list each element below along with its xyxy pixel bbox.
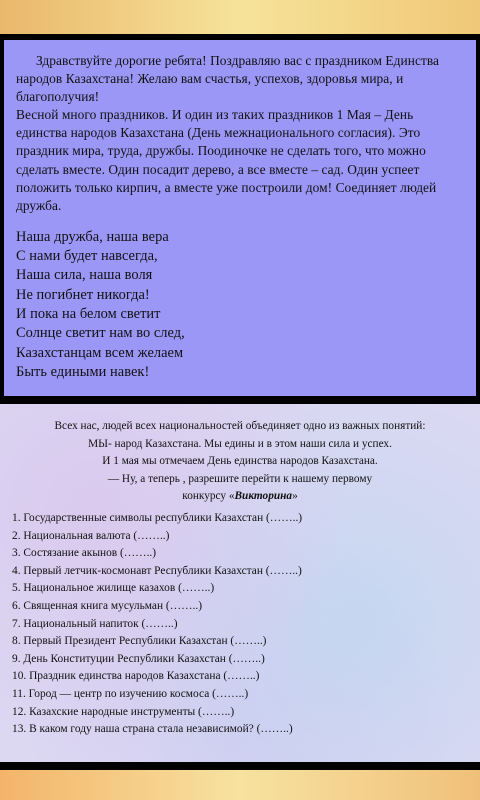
- quiz-question: 13. В каком году наша страна стала независимой? (……..): [12, 723, 293, 736]
- quiz-question: 6. Священная книга мусульман (……..): [12, 599, 202, 612]
- quiz-question: 2. Национальная валюта (……..): [12, 529, 170, 542]
- quiz-intro-line: — Ну, а теперь , разрешите перейти к нашему первому: [107, 472, 373, 485]
- quiz-intro-line: И 1 мая мы отмечаем День единства народов Казахстана.: [102, 455, 378, 468]
- poem-line: Наша дружба, наша вера: [16, 228, 169, 245]
- quiz-panel: [0, 404, 480, 762]
- quiz-question: 7. Национальный напиток (……..): [12, 617, 178, 630]
- poem-line: Не погибнет никогда!: [16, 286, 150, 303]
- quiz-question: 5. Национальное жилище казахов (……..): [12, 582, 215, 595]
- greeting-panel: [4, 40, 476, 396]
- top-decorative-band: [0, 0, 480, 34]
- quiz-question: 10. Праздник единства народов Казахстана (……..): [12, 670, 260, 683]
- quiz-question: 8. Первый Президент Республики Казахстан (……..): [12, 635, 267, 648]
- quiz-question: 4. Первый летчик-космонавт Республики Казахстан (……..): [12, 564, 302, 577]
- poem-line: Казахстанцам всем желаем: [16, 344, 184, 361]
- quiz-question: 9. День Конституции Республики Казахстан (……..): [12, 652, 265, 665]
- greeting-paragraph: Здравствуйте дорогие ребята! Поздравляю вас с праздником Единства народов Казахстана! Желаю вам счастья, успехов, здоровья мира, и благополучия!: [16, 53, 440, 105]
- quiz-intro-line: Всех нас, людей всех национальностей объединяет одно из важных понятий:: [54, 420, 426, 432]
- quiz-title-line: [12, 488, 468, 506]
- poem-line: Наша сила, наша воля: [16, 267, 153, 284]
- poem-line: И пока на белом светит: [16, 306, 161, 323]
- quiz-intro-line: МЫ- народ Казахстана. Мы едины и в этом наши сила и успех.: [88, 437, 392, 450]
- quiz-question: 1. Государственные символы республики Казахстан (……..): [12, 511, 303, 524]
- poem-line: С нами будет навсегда,: [16, 248, 158, 265]
- holiday-paragraph: Весной много праздников. И один из таких праздников 1 Мая – День единства народов Казахстана (День межнационального согласия). Это праздник мира, труда, дружбы. Поодиночке не сделать того, что можно сделать вместе. Один посадит дерево, а все вместе – сад. Один успеет положить только кирпич, а вместе уже построили дом! Соединяет людей дружба.: [16, 107, 437, 213]
- quiz-title-suffix: »: [292, 490, 298, 503]
- quiz-title-prefix: конкурсу «: [182, 490, 235, 503]
- poem-line: Быть едиными навек!: [16, 363, 150, 380]
- quiz-question: 11. Город — центр по изучению космоса (……..): [12, 687, 249, 700]
- bottom-decorative-band: [0, 770, 480, 800]
- quiz-question: 3. Состязание акынов (……..): [12, 547, 157, 560]
- poem-line: Солнце светит нам во след,: [16, 325, 185, 342]
- quiz-title: Викторина: [234, 490, 293, 503]
- poem: [16, 228, 466, 382]
- quiz-question-list: [12, 510, 468, 739]
- quiz-question: 12. Казахские народные инструменты (……..): [12, 705, 235, 718]
